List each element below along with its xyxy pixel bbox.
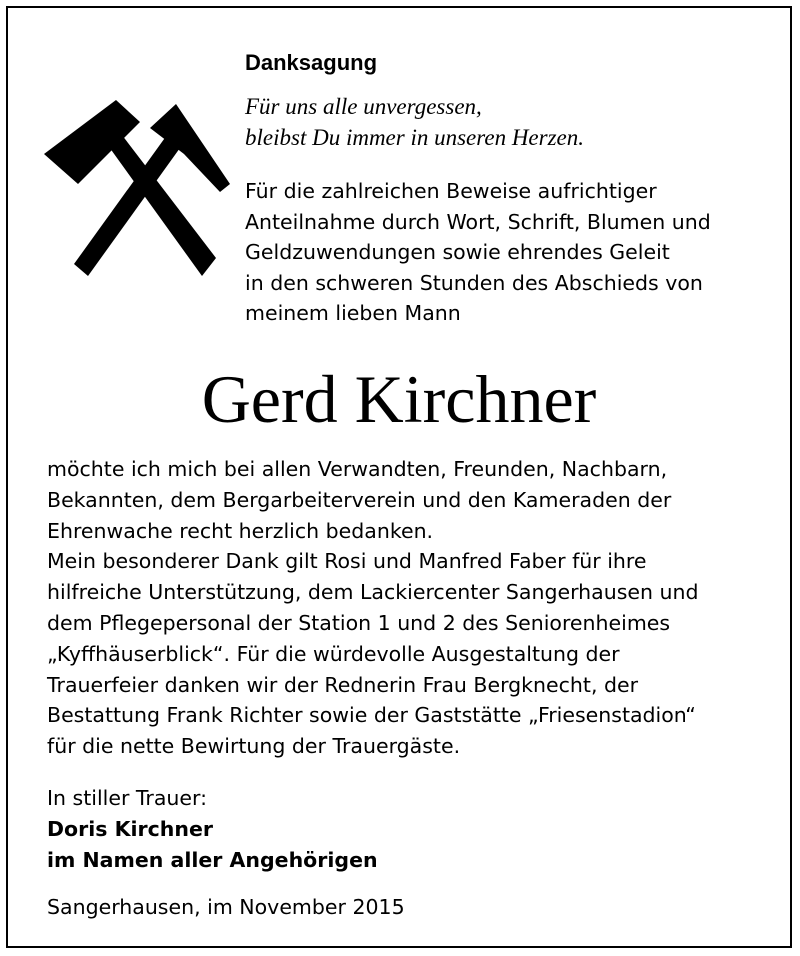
- signoff: [47, 783, 378, 876]
- body-line: Bekannten, dem Bergarbeiterverein und den Kameraden der: [47, 487, 672, 512]
- body-line: Ehrenwache recht herzlich bedanken.: [47, 518, 434, 543]
- intro-line: Geldzuwendungen sowie ehrendes Geleit: [245, 240, 670, 264]
- signoff-family: im Namen aller Angehörigen: [47, 848, 378, 872]
- body-line: Mein besonderer Dank gilt Rosi und Manfred Faber für ihre: [47, 549, 647, 574]
- intro-line: Anteilnahme durch Wort, Schrift, Blumen und: [245, 209, 711, 234]
- signoff-name: Doris Kirchner: [47, 817, 213, 841]
- signoff-intro: In stiller Trauer:: [47, 786, 207, 810]
- motto-line: bleibst Du immer in unseren Herzen.: [245, 125, 584, 150]
- motto: [245, 91, 584, 153]
- body-line: dem Pflegepersonal der Station 1 und 2 des Seniorenheimes: [47, 610, 671, 635]
- intro-paragraph: [245, 176, 711, 329]
- place-date: Sangerhausen, im November 2015: [47, 895, 405, 919]
- motto-line: Für uns alle unvergessen,: [245, 94, 482, 119]
- crossed-hammers-icon: [44, 100, 240, 284]
- body-line: möchte ich mich bei allen Verwandten, Freunden, Nachbarn,: [47, 457, 668, 481]
- body-line: „Kyffhäuserblick“. Für die würdevolle Ausgestaltung der: [47, 641, 620, 666]
- deceased-name: Gerd Kirchner: [201, 361, 597, 437]
- body-line: Bestattung Frank Richter sowie der Gaststätte „Friesenstadion“: [47, 703, 696, 728]
- body-line: hilfreiche Unterstützung, dem Lackiercenter Sangerhausen und: [47, 580, 699, 605]
- intro-line: in den schweren Stunden des Abschieds von: [245, 270, 703, 295]
- intro-line: Für die zahlreichen Beweise aufrichtiger: [245, 179, 657, 203]
- notice-heading: Danksagung: [245, 50, 378, 75]
- thanks-paragraph: [47, 454, 699, 762]
- body-line: für die nette Bewirtung der Trauergäste.: [47, 734, 461, 759]
- intro-line: meinem lieben Mann: [245, 301, 461, 325]
- obituary-notice: [6, 6, 792, 948]
- body-line: Trauerfeier danken wir der Rednerin Frau Bergknecht, der: [47, 672, 639, 697]
